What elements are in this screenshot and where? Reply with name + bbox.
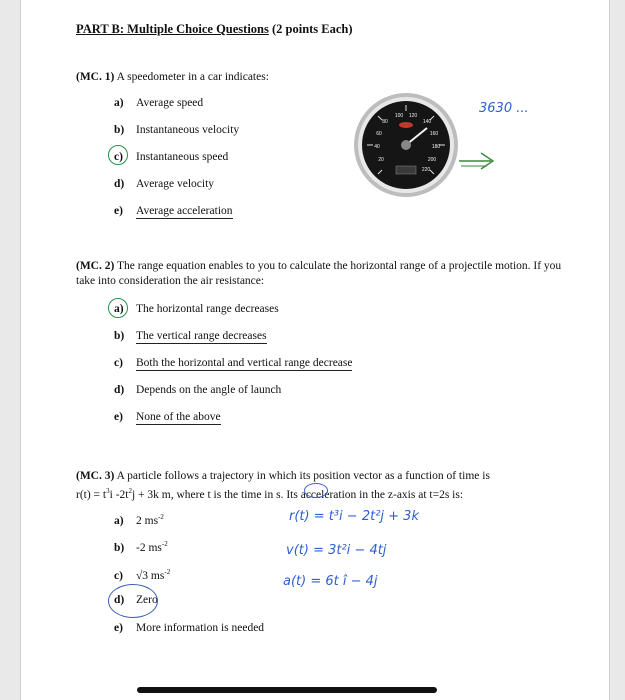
gauge-num: 60	[376, 131, 382, 137]
document-page	[20, 0, 610, 700]
mc1-option-d[interactable]: d) Average velocity	[114, 178, 215, 190]
speedometer-image	[339, 90, 479, 200]
mc3-option-b[interactable]: b) -2 $ms^{-2}$	[114, 540, 168, 554]
section-title-main: PART B: Multiple Choice Questions	[76, 22, 269, 36]
mc3-label: (MC. 3)	[76, 470, 115, 482]
mc3-option-a[interactable]: a) 2 $ms^{-2}$	[114, 513, 164, 527]
handwritten-odometer-note: 3630 ...	[479, 101, 529, 116]
gauge-num: 120	[408, 113, 418, 119]
mc2-option-c[interactable]: c) Both the horizontal and vertical range decrease	[114, 357, 353, 369]
section-title	[76, 22, 353, 37]
gauge-num: 20	[378, 157, 384, 163]
mc2-option-d[interactable]: d) Depends on the angle of launch	[114, 384, 282, 396]
answer-circle-mc3	[108, 584, 158, 618]
mc2-question	[76, 259, 576, 289]
gauge-num: 220	[421, 167, 431, 173]
mc3-option-c[interactable]: c) √3 $ms^{-2}$	[114, 568, 171, 582]
mc2-text: The range equation enables to you to calculate the horizontal range of a projectile motion. If you take into consideration the air resistance:	[76, 260, 562, 287]
handwritten-velocity-eq: v(t) = 3t²i − 4tj	[286, 543, 387, 558]
home-indicator[interactable]	[137, 687, 437, 693]
gauge-num: 100	[394, 113, 404, 119]
mc1-option-e[interactable]: e) Average acceleration	[114, 205, 233, 217]
handwritten-acceleration-eq: a(t) = 6t î − 4j	[283, 574, 378, 589]
handwritten-arrow-icon	[457, 150, 497, 172]
gauge-num: 80	[382, 119, 388, 125]
mc1-option-b[interactable]: b) Instantaneous velocity	[114, 124, 240, 136]
mc3-option-d[interactable]: d) Zero	[114, 594, 158, 606]
mc2-option-a[interactable]: a) The horizontal range decreases	[114, 303, 279, 315]
handwritten-position-eq: r(t) = t³i − 2t²j + 3k	[289, 509, 419, 524]
mc2-option-e[interactable]: e) None of the above	[114, 411, 221, 423]
mc2-label: (MC. 2)	[76, 260, 115, 272]
answer-circle-mc2	[108, 298, 128, 318]
section-title-points: (2 points Each)	[271, 22, 353, 36]
mc3-question: (MC. 3) A particle follows a trajectory in which its position vector as a function of time is $r(t) = t^3i$ $-2t^2j + 3k$ m, where t is the time in s. Its acceleration in the z-axis at t=2s is:	[76, 470, 490, 501]
gauge-num: 140	[422, 119, 432, 125]
mc2-option-b[interactable]: b) The vertical range decreases	[114, 330, 267, 342]
mc1-option-c[interactable]: c) Instantaneous speed	[114, 151, 229, 163]
gauge-num: 200	[427, 157, 437, 163]
handwritten-circle-mark	[304, 483, 328, 498]
gauge-num: 160	[429, 131, 439, 137]
mc3-option-e[interactable]: e) More information is needed	[114, 622, 265, 634]
mc1-text: A speedometer in a car indicates:	[116, 71, 269, 83]
mc1-question	[76, 70, 269, 85]
mc1-option-a[interactable]: a) Average speed	[114, 97, 204, 109]
gauge-num: 40	[374, 144, 380, 150]
gauge-num: 180	[431, 144, 441, 150]
answer-circle-mc1	[108, 145, 128, 165]
mc1-label: (MC. 1)	[76, 71, 115, 83]
